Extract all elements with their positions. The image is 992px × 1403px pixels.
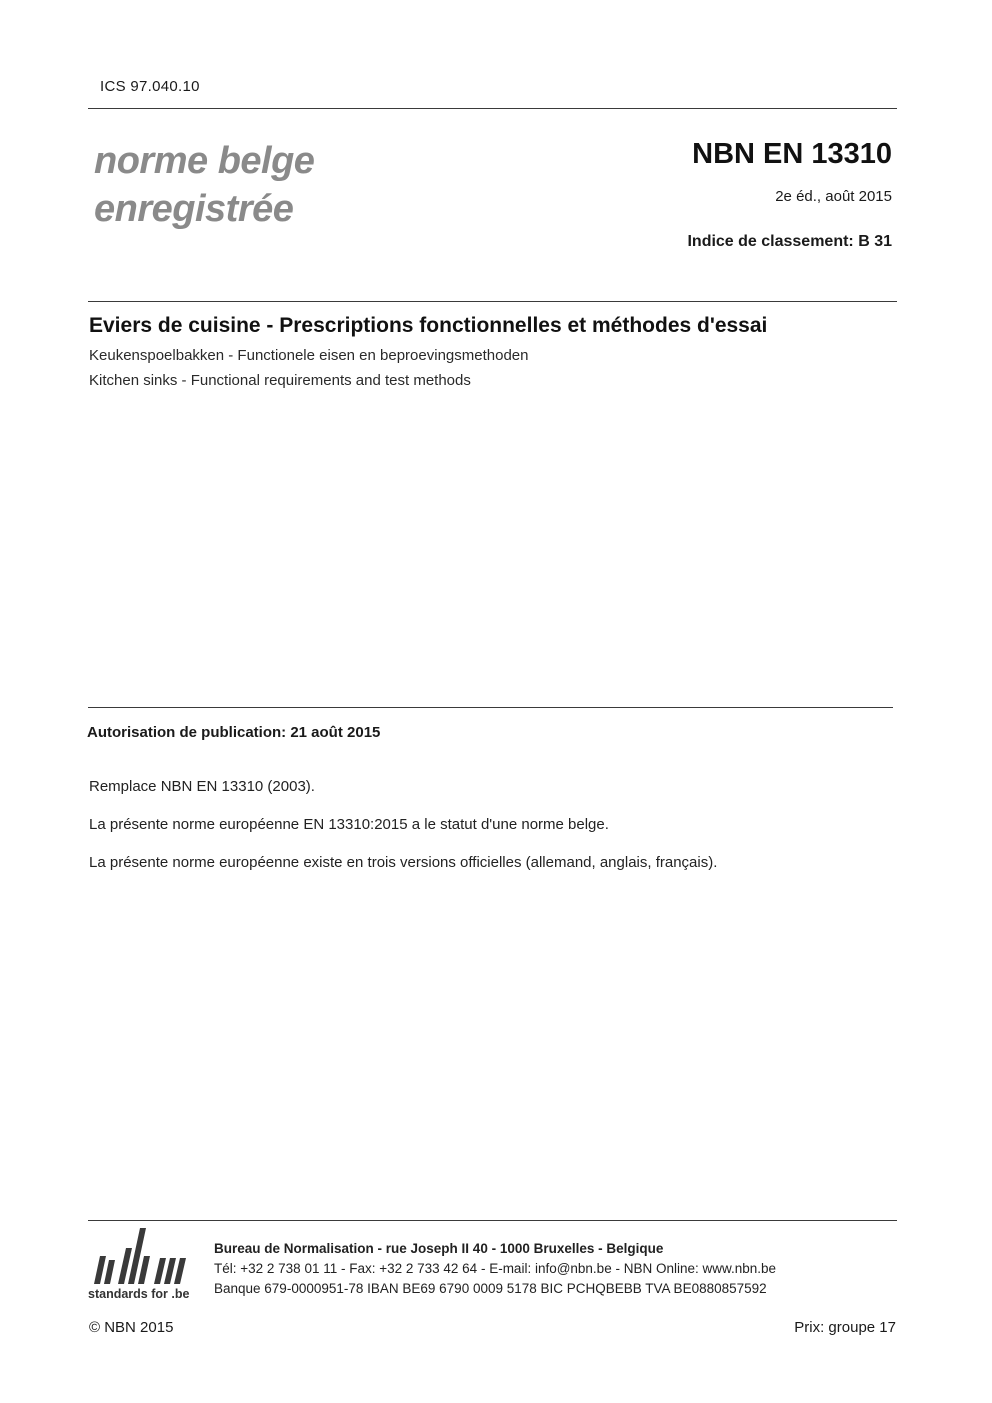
title-french: Eviers de cuisine - Prescriptions fonctionnelles et méthodes d'essai bbox=[89, 314, 768, 337]
standard-number: NBN EN 13310 bbox=[692, 138, 892, 170]
copyright: © NBN 2015 bbox=[89, 1319, 174, 1336]
publication-authorization: Autorisation de publication: 21 août 2015 bbox=[87, 724, 381, 741]
versions-paragraph: La présente norme européenne existe en trois versions officielles (allemand, anglais, français). bbox=[89, 854, 718, 871]
logo-tagline: standards for .be bbox=[88, 1287, 190, 1301]
footer-contact: Tél: +32 2 738 01 11 - Fax: +32 2 733 42 64 - E-mail: info@nbn.be - NBN Online: www.nbn.be bbox=[214, 1261, 777, 1276]
title-divider bbox=[88, 301, 897, 302]
header-divider bbox=[88, 108, 897, 109]
price-group: Prix: groupe 17 bbox=[794, 1319, 896, 1336]
publication-divider bbox=[88, 707, 893, 708]
footer-divider bbox=[88, 1220, 897, 1221]
footer-address: Bureau de Normalisation - rue Joseph II 40 - 1000 Bruxelles - Belgique bbox=[214, 1241, 664, 1256]
nbn-logo bbox=[88, 1228, 198, 1304]
ics-code: ICS 97.040.10 bbox=[100, 78, 200, 95]
replaces-paragraph: Remplace NBN EN 13310 (2003). bbox=[89, 778, 315, 795]
footer-bank: Banque 679-0000951-78 IBAN BE69 6790 0009 5178 BIC PCHQBEBB TVA BE0880857592 bbox=[214, 1281, 767, 1296]
edition-date: 2e éd., août 2015 bbox=[775, 188, 892, 205]
classification-index: Indice de classement: B 31 bbox=[687, 233, 892, 250]
norm-label-line2: enregistrée bbox=[94, 188, 294, 230]
status-paragraph: La présente norme européenne EN 13310:2015 a le statut d'une norme belge. bbox=[89, 816, 609, 833]
norm-label-line1: norme belge bbox=[94, 140, 315, 182]
nbn-logo-icon bbox=[88, 1228, 198, 1286]
title-english: Kitchen sinks - Functional requirements and test methods bbox=[89, 372, 471, 389]
title-dutch: Keukenspoelbakken - Functionele eisen en beproevingsmethoden bbox=[89, 347, 529, 364]
